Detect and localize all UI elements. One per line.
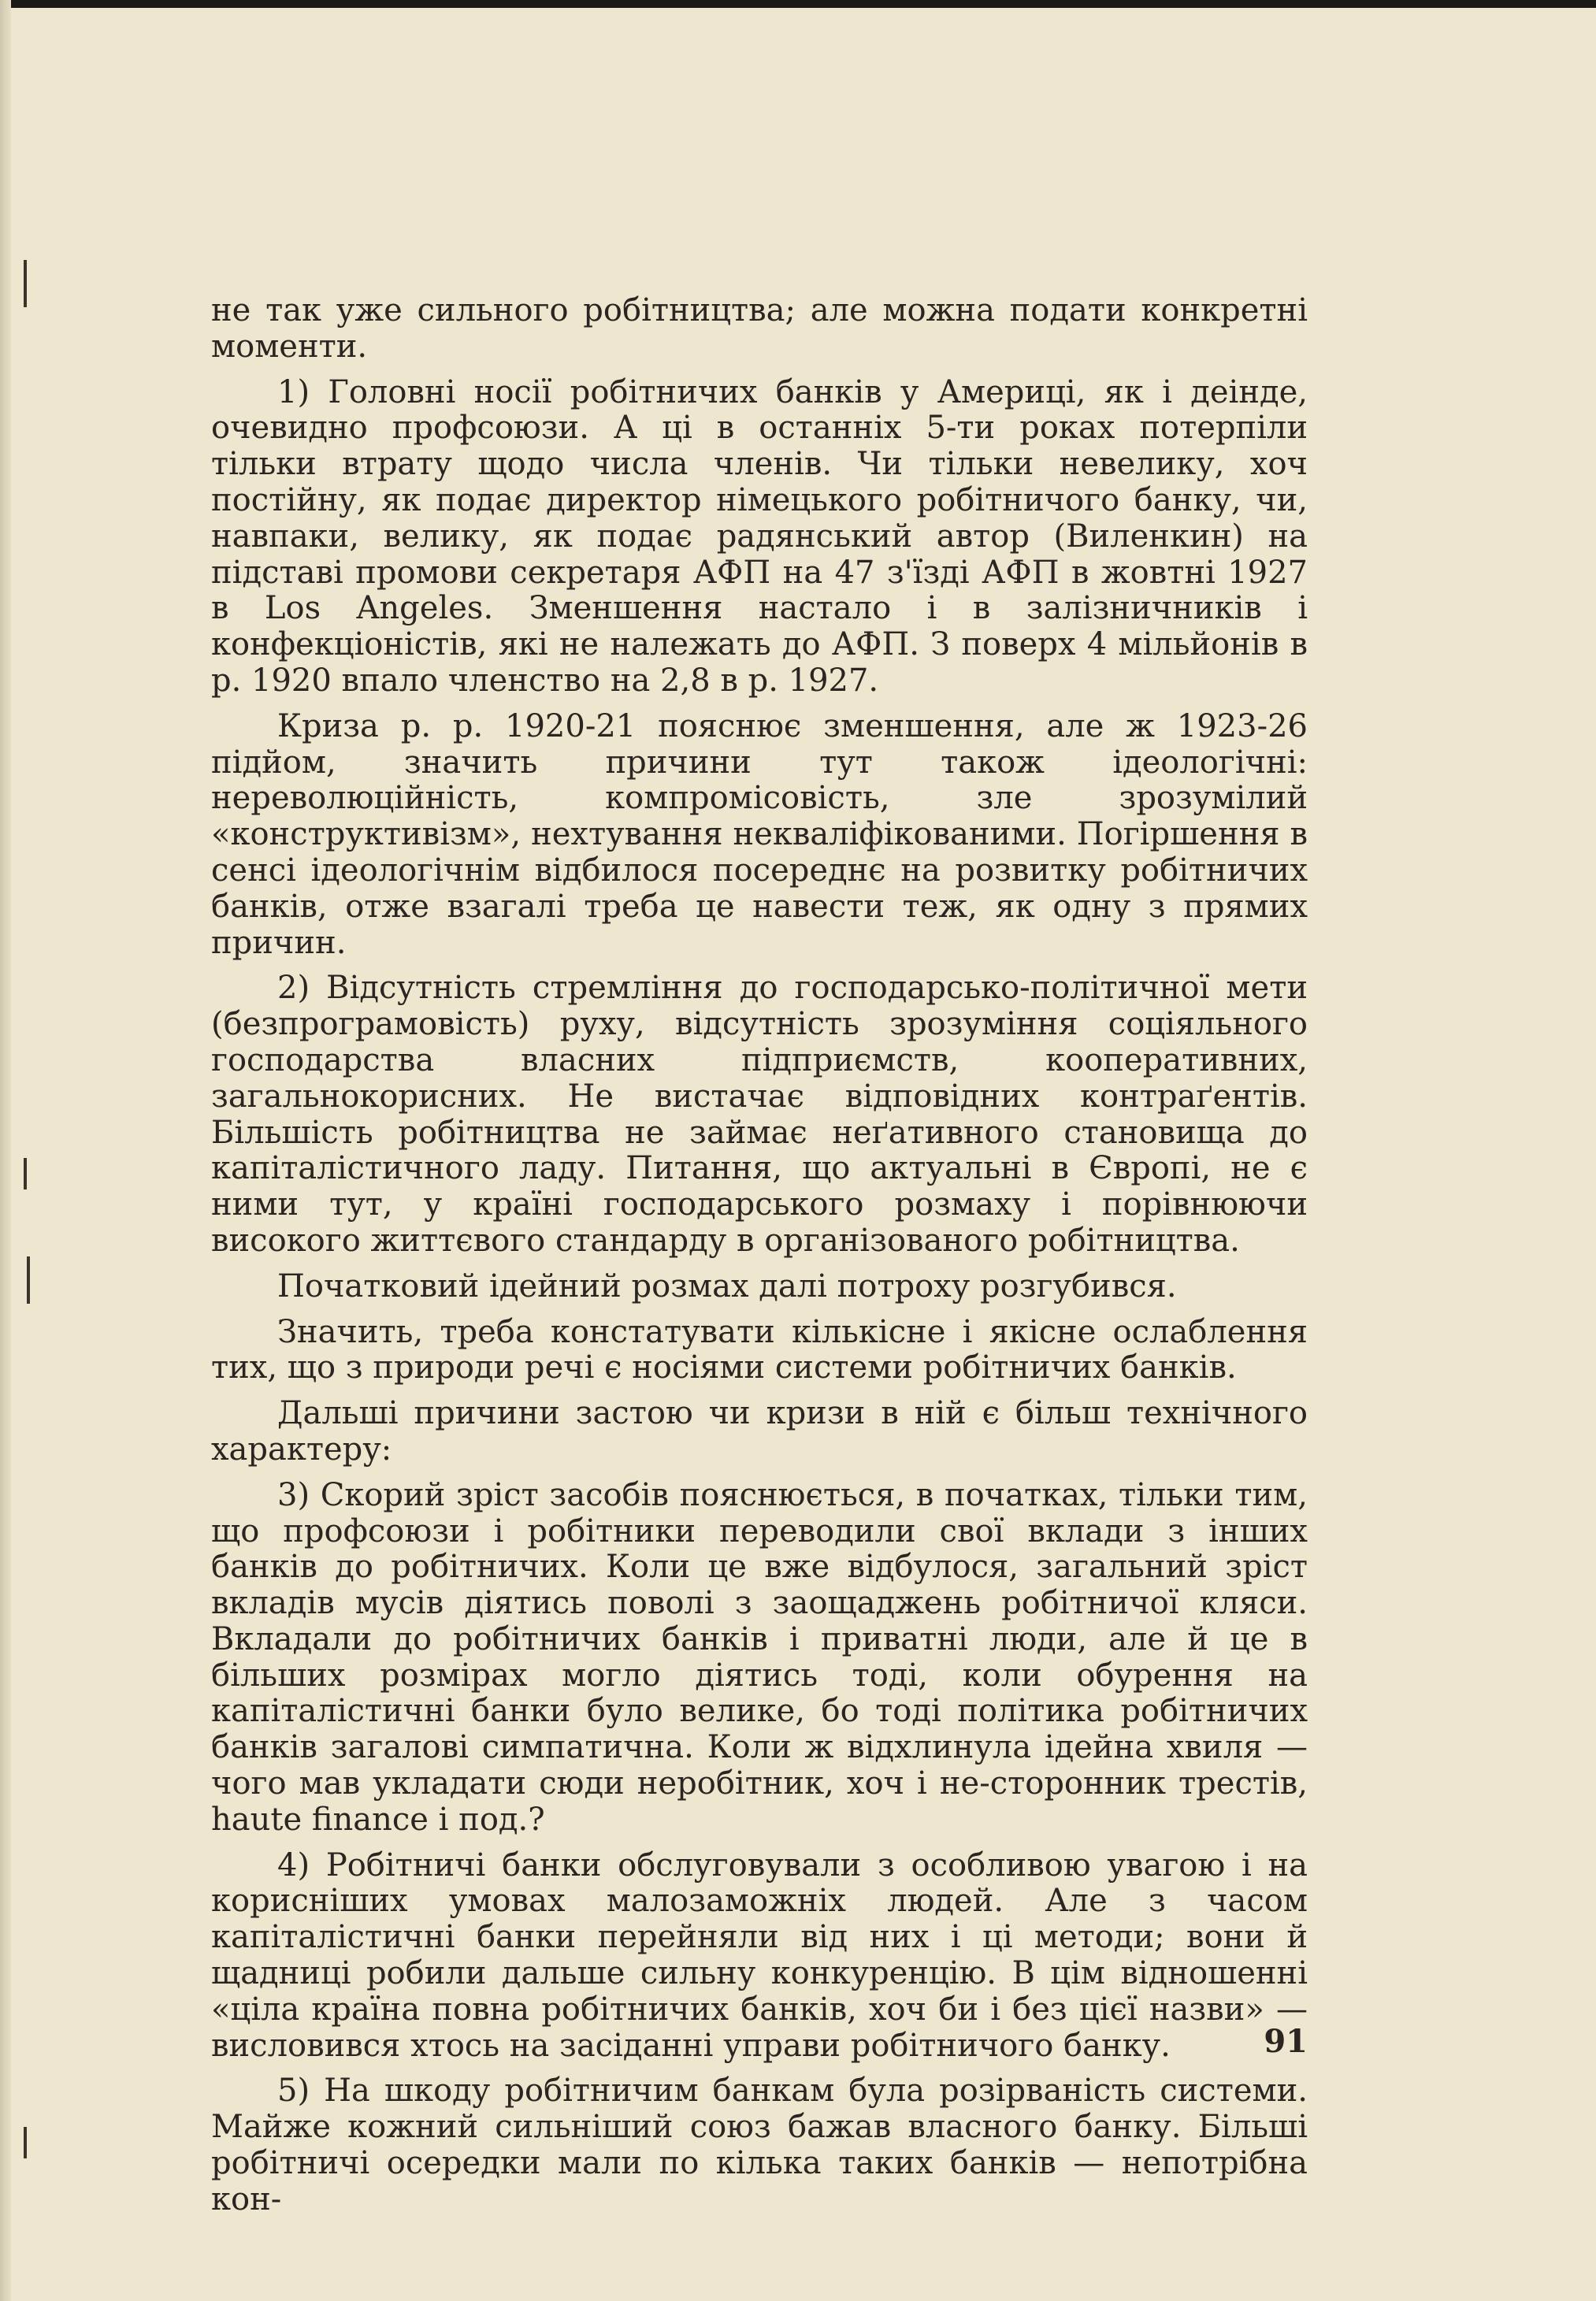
scan-left-gutter: [0, 0, 11, 2301]
scan-top-border: [0, 0, 1596, 8]
scan-mark: [24, 260, 27, 307]
paragraph: 3) Скорий зріст засобів пояснюється, в початках, тільки тим, що профсоюзи і робітники переводили свої вклади з інших банків до робітничих. Коли це вже відбулося, загальний зріст вкладів мусів діятись поволі з заощаджень робітничої кляси. Вкладали до робітничих банків і приватні люди, але й це в більших розмірах могло діятись тоді, коли обурення на капіталістичні банки було велике, бо тоді політика робітничих банків загалові симпатична. Коли ж відхлинула ідейна хвиля — чого мав укладати сюди неробітник, хоч і не-сторонник трестів, haute finance і под.?: [211, 1476, 1308, 1838]
scan-mark: [27, 1256, 30, 1304]
paragraph: не так уже сильного робітництва; але можна подати конкретні моменти.: [211, 292, 1308, 365]
paragraph: 5) На шкоду робітничим банкам була розірваність системи. Майже кожний сильніший союз бажав власного банку. Більші робітничі осередки мали по кілька таких банків — непотрібна кон-: [211, 2073, 1308, 2217]
paragraph: Криза р. р. 1920-21 пояснює зменшення, але ж 1923-26 підйом, значить причини тут також ідеологічні: нереволюційність, компромісовість, зле зрозумілий «конструктивізм», нехтування некваліфікованими. Погіршення в сенсі ідеологічнім відбилося посереднє на розвитку робітничих банків, отже взагалі треба це навести теж, як одну з прямих причин.: [211, 707, 1308, 961]
paragraph: 1) Головні носії робітничих банків у Америці, як і деінде, очевидно профсоюзи. А ці в останніх 5-ти роках потерпіли тільки втрату щодо числа членів. Чи тільки невелику, хоч постійну, як подає директор німецького робітничого банку, чи, навпаки, велику, як подає радянський автор (Виленкин) на підставі промови секретаря АФП на 47 з'їзді АФП в жовтні 1927 в Los Angeles. Зменшення настало і в залізничників і конфекціоністів, які не належать до АФП. З поверх 4 мільйонів в р. 1920 впало членство на 2,8 в р. 1927.: [211, 373, 1308, 699]
body-text: [211, 293, 1308, 2228]
scan-mark: [24, 2127, 27, 2158]
page-number: 91: [1264, 2023, 1308, 2060]
paragraph: Дальші причини застою чи кризи в ній є більш технічного характеру:: [211, 1395, 1308, 1468]
scan-mark: [24, 1158, 27, 1189]
paragraph: 2) Відсутність стремління до господарсько-політичної мети (безпрограмовість) руху, відсутність зрозуміння соціяльного господарства власних підприємств, кооперативних, загальнокорисних. Не вистачає відповідних контраґентів. Більшість робітництва не займає неґативного становища до капіталістичного ладу. Питання, що актуальні в Європі, не є ними тут, у країні господарського розмаху і порівнюючи високого життєвого стандарду в організованого робітництва.: [211, 970, 1308, 1259]
paragraph: Значить, треба констатувати кількісне і якісне ослаблення тих, що з природи речі є носіями системи робітничих банків.: [211, 1313, 1308, 1386]
paragraph: 4) Робітничі банки обслуговували з особливою увагою і на корисніших умовах малозаможніх людей. Але з часом капіталістичні банки перейняли від них і ці методи; вони й щадниці робили дальше сильну конкуренцію. В цім відношенні «ціла країна повна робітничих банків, хоч би і без цієї назви» — висловився хтось на засіданні управи робітничого банку.: [211, 1846, 1308, 2064]
paragraph: Початковий ідейний розмах далі потроху розгубився.: [277, 1267, 1177, 1305]
